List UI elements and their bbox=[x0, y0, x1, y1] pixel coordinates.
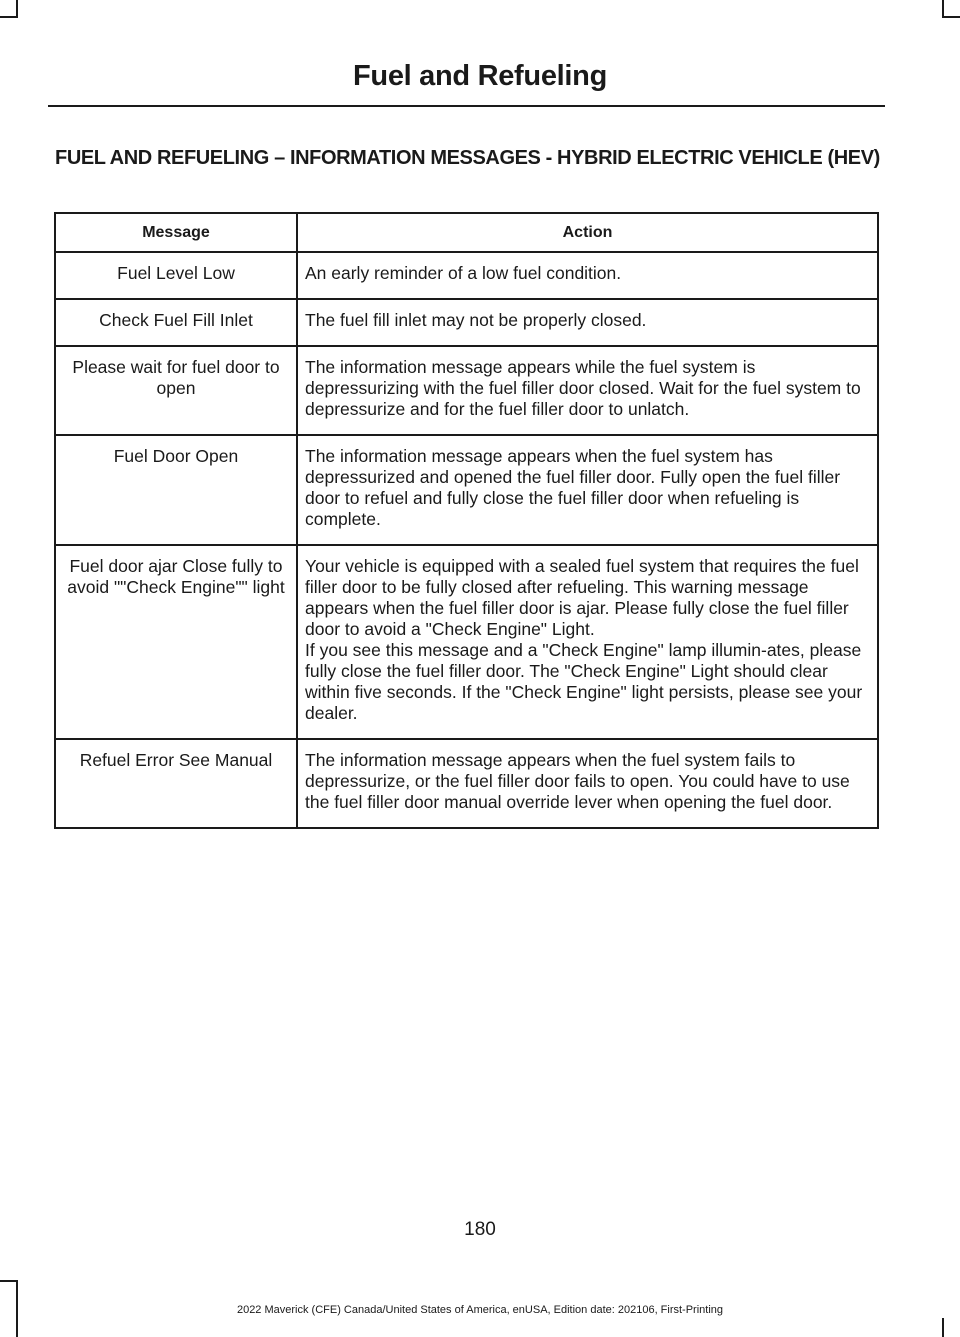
crop-mark-top-right-h bbox=[942, 16, 960, 18]
message-cell: Fuel Level Low bbox=[55, 252, 297, 299]
information-messages-table bbox=[54, 212, 879, 829]
action-text: If you see this message and a "Check Engine" lamp illumin-ates, please fully close the fuel filler door. The "Check Engine" Light should clear within five seconds. If the "Check Engine" light persists, please see your dealer. bbox=[305, 640, 863, 723]
crop-mark-top-left-h bbox=[0, 16, 18, 18]
action-text: The fuel fill inlet may not be properly closed. bbox=[305, 310, 647, 330]
action-cell bbox=[297, 435, 878, 545]
table-row bbox=[55, 545, 878, 739]
table-row bbox=[55, 739, 878, 828]
action-text: An early reminder of a low fuel condition. bbox=[305, 263, 622, 283]
action-cell bbox=[297, 299, 878, 346]
crop-mark-bottom-right bbox=[942, 1318, 944, 1337]
action-cell bbox=[297, 252, 878, 299]
action-text: The information message appears while the fuel system is depressurizing with the fuel filler door closed. Wait for the fuel system to depressurize and for the fuel filler door to unlatch. bbox=[305, 357, 861, 419]
page-header-title: Fuel and Refueling bbox=[352, 60, 607, 92]
page-number: 180 bbox=[464, 1219, 496, 1240]
column-header-action: Action bbox=[297, 213, 878, 252]
action-cell bbox=[297, 739, 878, 828]
action-cell bbox=[297, 545, 878, 739]
column-header-message: Message bbox=[55, 213, 297, 252]
table-row bbox=[55, 435, 878, 545]
action-text: Your vehicle is equipped with a sealed fuel system that requires the fuel filler door to be fully closed after refueling. This warning message appears when the fuel filler door is ajar. Please fully close the fuel filler door to avoid a "Check Engine" Light. bbox=[305, 556, 859, 639]
message-cell: Fuel door ajar Close fully to avoid ""Check Engine"" light bbox=[55, 545, 297, 739]
table-row bbox=[55, 346, 878, 435]
header-divider bbox=[48, 105, 885, 107]
action-text: The information message appears when the fuel system has depressurized and opened the fuel filler door. Fully open the fuel filler door to refuel and fully close the fuel filler door when refueling is complete. bbox=[305, 446, 841, 529]
action-text: The information message appears when the fuel system fails to depressurize, or the fuel filler door fails to open. You could have to use the fuel filler door manual override lever when opening the fuel door. bbox=[305, 750, 850, 812]
message-cell: Refuel Error See Manual bbox=[55, 739, 297, 828]
section-heading: FUEL AND REFUELING – INFORMATION MESSAGES - HYBRID ELECTRIC VEHICLE (HEV) bbox=[55, 147, 880, 169]
table-row bbox=[55, 299, 878, 346]
table-row bbox=[55, 252, 878, 299]
crop-mark-bottom-left-h bbox=[0, 1280, 18, 1282]
action-cell bbox=[297, 346, 878, 435]
message-cell: Please wait for fuel door to open bbox=[55, 346, 297, 435]
message-cell: Fuel Door Open bbox=[55, 435, 297, 545]
message-cell: Check Fuel Fill Inlet bbox=[55, 299, 297, 346]
table-header-row bbox=[55, 213, 878, 252]
edition-footer: 2022 Maverick (CFE) Canada/United States of America, enUSA, Edition date: 202106, First-Printing bbox=[236, 1304, 724, 1316]
